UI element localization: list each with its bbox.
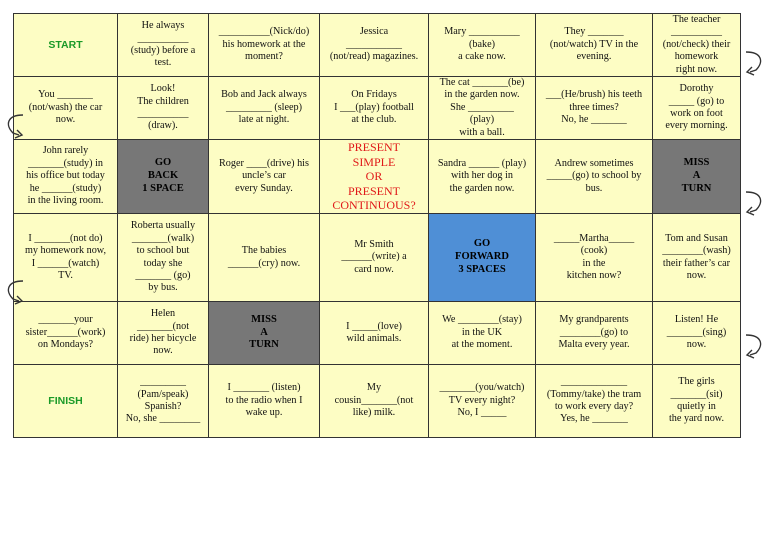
board-square: _______your sister______(work) on Mondays? xyxy=(13,301,118,365)
curved-arrow-icon xyxy=(742,331,766,361)
penalty-square: MISS A TURN xyxy=(652,139,741,214)
board-square: John rarely _______(study) in his office but today he ______(study) in the living room. xyxy=(13,139,118,214)
board-square: _____________ (Tommy/take) the tram to work every day? Yes, he _______ xyxy=(535,364,653,438)
board-square: _________ (Pam/speak) Spanish? No, she ________ xyxy=(117,364,209,438)
board-square: Listen! He _______(sing) now. xyxy=(652,301,741,365)
board-square: Andrew sometimes _____(go) to school by bus. xyxy=(535,139,653,214)
board-square: Roger ____(drive) his uncle’s car every Sunday. xyxy=(208,139,320,214)
board-square: I _____(love) wild animals. xyxy=(319,301,429,365)
board-square: The cat _______(be) in the garden now. She _________ (play) with a ball. xyxy=(428,76,536,140)
board-square: My grandparents ________(go) to Malta every year. xyxy=(535,301,653,365)
penalty-square: GO BACK 1 SPACE xyxy=(117,139,209,214)
curved-arrow-icon xyxy=(742,48,766,78)
board-square: Mr Smith ______(write) a card now. xyxy=(319,213,429,302)
board-square: ___(He/brush) his teeth three times? No, he _______ xyxy=(535,76,653,140)
bonus-square: GO FORWARD 3 SPACES xyxy=(428,213,536,302)
board-square: __________(Nick/do) his homework at the moment? xyxy=(208,13,320,77)
board-square: The teacher __________ (not/check) their homework right now. xyxy=(652,13,741,77)
board-square: The babies ______(cry) now. xyxy=(208,213,320,302)
board-square: Tom and Susan ________(wash) their father’s car now. xyxy=(652,213,741,302)
curved-arrow-icon xyxy=(742,188,766,218)
board-title-square: PRESENT SIMPLE OR PRESENT CONTINUOUS? xyxy=(319,139,429,214)
start-square: START xyxy=(13,13,118,77)
board-square: Sandra ______ (play) with her dog in the garden now. xyxy=(428,139,536,214)
board-square: Look! The children __________ (draw). xyxy=(117,76,209,140)
penalty-square: MISS A TURN xyxy=(208,301,320,365)
board-square: Roberta usually _______(walk) to school but today she _______ (go) by bus. xyxy=(117,213,209,302)
board-square: The girls _______(sit) quietly in the yard now. xyxy=(652,364,741,438)
board-square: _____Martha_____ (cook) in the kitchen now? xyxy=(535,213,653,302)
board-square: He always __________ (study) before a test. xyxy=(117,13,209,77)
board-square: Mary __________ (bake) a cake now. xyxy=(428,13,536,77)
board-square: Jessica ___________ (not/read) magazines. xyxy=(319,13,429,77)
board-square: We ________(stay) in the UK at the moment. xyxy=(428,301,536,365)
board-square: You _______ (not/wash) the car now. xyxy=(13,76,118,140)
curved-arrow-icon xyxy=(3,277,27,307)
board-square: They _______ (not/watch) TV in the evening. xyxy=(535,13,653,77)
board-square: I _______ (listen) to the radio when I wake up. xyxy=(208,364,320,438)
board-square: On Fridays I ___(play) football at the club. xyxy=(319,76,429,140)
board-square: Bob and Jack always _________ (sleep) late at night. xyxy=(208,76,320,140)
board-square: I _______(not do) my homework now, I ______(watch) TV. xyxy=(13,213,118,302)
board-square: _______(you/watch) TV every night? No, I _____ xyxy=(428,364,536,438)
board-square: My cousin_______(not like) milk. xyxy=(319,364,429,438)
board-square: Helen _______(not ride) her bicycle now. xyxy=(117,301,209,365)
finish-square: FINISH xyxy=(13,364,118,438)
curved-arrow-icon xyxy=(3,111,27,141)
board-square: Dorothy _____ (go) to work on foot every morning. xyxy=(652,76,741,140)
